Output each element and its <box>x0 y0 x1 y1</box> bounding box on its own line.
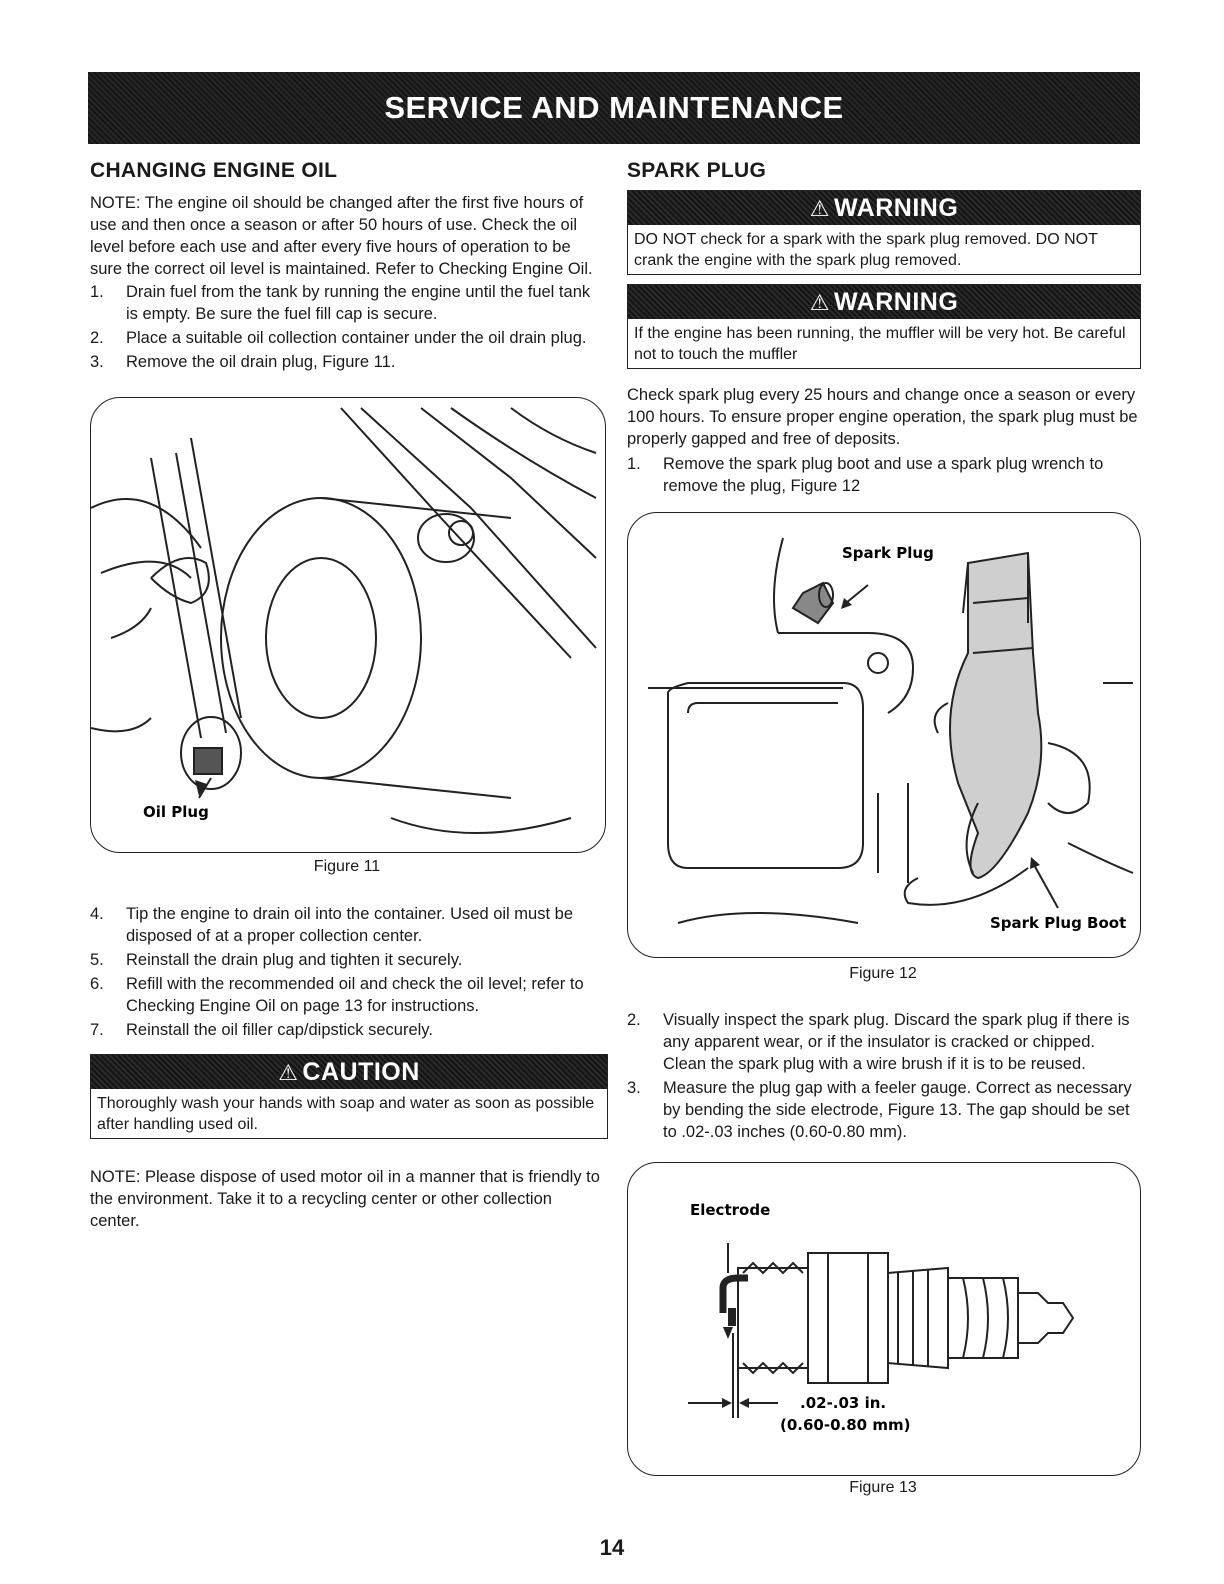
left-note-2 <box>90 1166 606 1232</box>
warning-triangle-icon: ⚠ <box>278 1060 299 1085</box>
spark-steps-2-3 <box>627 1009 1141 1143</box>
figure-13-caption: Figure 13 <box>849 1479 917 1496</box>
warning-box-muffler <box>627 284 1141 369</box>
right-column <box>627 160 1141 192</box>
spark-plug-boot-illustration <box>628 513 1140 957</box>
list-item: 3. Remove the oil drain plug, Figure 11. <box>90 353 396 371</box>
gap-inches-label: .02-.03 in. <box>800 1394 887 1412</box>
warning-text: If the engine has been running, the muffler will be very hot. Be careful not to touch the muffler <box>634 325 1126 363</box>
figure-12-frame <box>627 512 1141 958</box>
warning-header: ⚠ WARNING <box>628 285 1140 319</box>
page-number: 14 <box>599 1535 625 1560</box>
spark-steps-1 <box>627 453 1141 497</box>
list-item: 5. Reinstall the drain plug and tighten it securely. <box>90 951 463 969</box>
list-item: 7. Reinstall the oil filler cap/dipstick securely. <box>90 1021 433 1039</box>
spark-plug-label: Spark Plug <box>842 544 934 562</box>
list-item: 2. Place a suitable oil collection container under the oil drain plug. <box>90 329 587 347</box>
spark-plug-intro-block <box>627 384 1141 499</box>
list-item: 1. Drain fuel from the tank by running the engine until the fuel tank is empty. Be sure the fuel fill cap is secure. <box>90 283 591 323</box>
electrode-label: Electrode <box>690 1201 771 1219</box>
left-column-continued <box>90 902 606 1043</box>
list-item: 2. Visually inspect the spark plug. Discard the spark plug if there is any apparent wear, or if the insulator is cracked or chipped. Clean the spark plug with a wire brush if it is to be reused. <box>627 1011 1130 1073</box>
warning-header: ⚠ WARNING <box>628 191 1140 225</box>
list-item: 4. Tip the engine to drain oil into the container. Used oil must be disposed of at a proper collection center. <box>90 905 573 945</box>
warning-text: DO NOT check for a spark with the spark plug removed. DO NOT crank the engine with the spark plug removed. <box>634 231 1098 269</box>
caution-box <box>90 1054 608 1139</box>
oil-plug-label: Oil Plug <box>143 803 209 821</box>
caution-text: Thoroughly wash your hands with soap and water as soon as possible after handling used oil. <box>97 1095 595 1133</box>
oil-drain-illustration <box>91 398 605 852</box>
figure-11-caption: Figure 11 <box>313 858 381 875</box>
figure-11-frame <box>90 397 606 853</box>
list-item: 6. Refill with the recommended oil and check the oil level; refer to Checking Engine Oil on page 13 for instructions. <box>90 975 584 1015</box>
list-item: 1. Remove the spark plug boot and use a spark plug wrench to remove the plug, Figure 12 <box>627 455 1104 495</box>
spark-plug-boot-label: Spark Plug Boot <box>990 914 1127 932</box>
oil-steps-1-3 <box>90 281 606 373</box>
dispose-oil-note: NOTE: Please dispose of used motor oil in a manner that is friendly to the environment. Take it to a recycling center or other collection center. <box>90 1168 600 1230</box>
spark-steps-2-3-block <box>627 1008 1141 1145</box>
spark-plug-heading: SPARK PLUG <box>627 159 767 182</box>
list-item: 3. Measure the plug gap with a feeler gauge. Correct as necessary by bending the side electrode, Figure 13. The gap should be set to .02-.03 inches (0.60-0.80 mm). <box>627 1079 1132 1141</box>
left-column <box>90 160 606 375</box>
warning-triangle-icon: ⚠ <box>809 290 830 315</box>
oil-change-note: NOTE: The engine oil should be changed after the first five hours of use and then once a season or after 50 hours of use. Check the oil level before each use and after every five hours of operation to be sure the correct oil level is maintained. Refer to Checking Engine Oil. <box>90 194 593 278</box>
figure-13-frame <box>627 1162 1141 1476</box>
spark-plug-gap-illustration <box>628 1163 1140 1475</box>
changing-engine-oil-heading: CHANGING ENGINE OIL <box>90 159 338 182</box>
warning-box-spark <box>627 190 1141 275</box>
warning-triangle-icon: ⚠ <box>809 196 830 221</box>
figure-12-caption: Figure 12 <box>849 965 917 982</box>
caution-header: ⚠ CAUTION <box>91 1055 607 1089</box>
gap-mm-label: (0.60-0.80 mm) <box>780 1416 911 1434</box>
section-banner: SERVICE AND MAINTENANCE <box>88 72 1140 144</box>
oil-steps-4-7 <box>90 903 606 1041</box>
spark-plug-intro: Check spark plug every 25 hours and change once a season or every 100 hours. To ensure proper engine operation, the spark plug must be properly gapped and free of deposits. <box>627 386 1138 448</box>
